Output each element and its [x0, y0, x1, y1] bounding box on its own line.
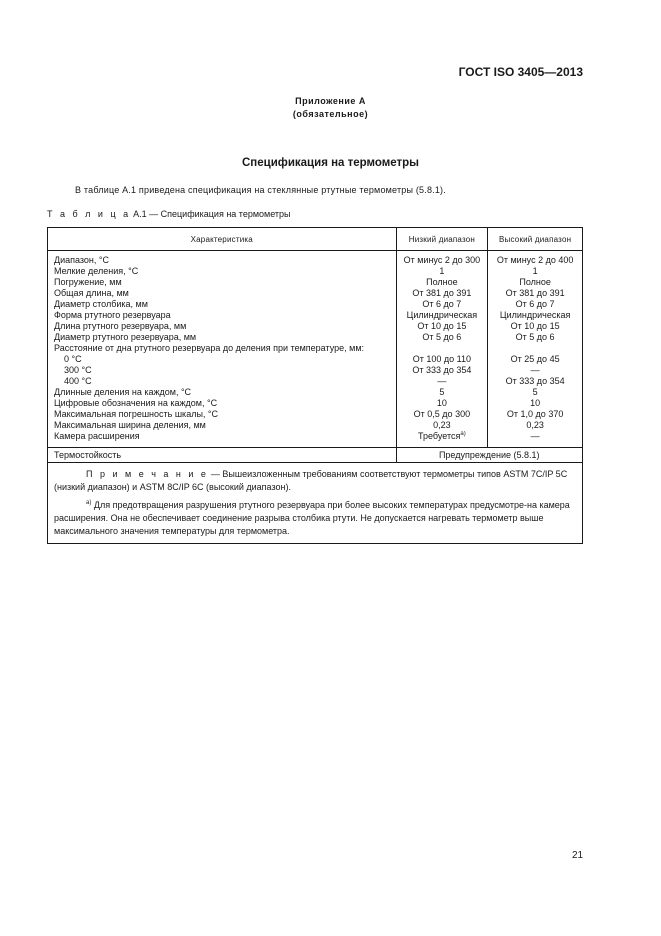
- low-value: 1: [439, 266, 445, 276]
- high-value: От 10 до 15: [510, 321, 560, 331]
- row-label: 400 °С: [64, 376, 92, 386]
- low-range-column: [396, 251, 488, 448]
- table-note: [54, 468, 576, 494]
- row-label: Погружение, мм: [54, 277, 122, 287]
- notes-row: [48, 463, 583, 544]
- low-value: От 0,5 до 300: [413, 409, 471, 419]
- high-value: 1: [532, 266, 538, 276]
- row-label: Длинные деления на каждом, °С: [54, 387, 192, 397]
- row-label: Расстояние от дна ртутного резервуара до деления при температуре, мм:: [54, 343, 365, 353]
- high-value: От 5 до 6: [515, 332, 555, 342]
- heat-resistance-row: [48, 448, 583, 463]
- high-value: От 381 до 391: [505, 288, 565, 298]
- low-value: От 10 до 15: [417, 321, 467, 331]
- caption-prefix: Т а б л и ц а: [47, 209, 131, 219]
- high-value: [488, 343, 582, 354]
- high-value: 10: [530, 398, 541, 408]
- section-title: Спецификация на термометры: [241, 157, 419, 169]
- footnote-text: Для предотвращения разрушения ртутного резервуара при более высоких температурах предусмотре-на камера расширения. Она не обеспечивает соединение разрыва столбика ртути. Не допускается нагревать термометр выше максимального значения температуры для термометра.: [54, 500, 570, 536]
- low-value: [397, 343, 488, 354]
- header-characteristic: Характеристика: [48, 228, 397, 251]
- low-value: 5: [439, 387, 445, 397]
- high-value: —: [530, 365, 540, 375]
- row-label: Диаметр столбика, мм: [54, 299, 148, 309]
- low-value: От 381 до 391: [412, 288, 472, 298]
- spec-table: [47, 227, 583, 544]
- table-caption: [47, 209, 291, 219]
- low-value: Цилиндрическая: [406, 310, 478, 320]
- intro-paragraph: В таблице А.1 приведена спецификация на стеклянные ртутные термометры (5.8.1).: [75, 185, 446, 195]
- row-label: Диапазон, °С: [54, 255, 110, 265]
- high-value: —: [530, 431, 540, 441]
- row-label: 300 °С: [64, 365, 92, 375]
- low-value: От 333 до 354: [412, 365, 472, 375]
- footnote-ref: а): [460, 431, 466, 437]
- high-value: 0,23: [526, 420, 544, 430]
- row-label: Форма ртутного резервуара: [54, 310, 171, 320]
- table-footnote: [54, 499, 576, 538]
- appendix-heading: [0, 95, 661, 121]
- row-label: Мелкие деления, °С: [54, 266, 139, 276]
- appendix-title: Приложение А: [295, 96, 366, 106]
- row-label: Диаметр ртутного резервуара, мм: [54, 332, 197, 342]
- heat-resistance-value: Предупреждение (5.8.1): [396, 448, 583, 463]
- high-value: От 25 до 45: [510, 354, 560, 364]
- low-value: От минус 2 до 300: [403, 255, 481, 265]
- low-value: —: [437, 376, 447, 386]
- row-label: Максимальная погрешность шкалы, °С: [54, 409, 219, 419]
- high-value: От 333 до 354: [505, 376, 565, 386]
- low-value: Требуется: [418, 431, 461, 441]
- note-prefix: П р и м е ч а н и е: [86, 469, 209, 479]
- row-label: Длина ртутного резервуара, мм: [54, 321, 187, 331]
- notes-cell: [48, 463, 583, 544]
- page-number: 21: [572, 850, 584, 861]
- row-label: Максимальная ширина деления, мм: [54, 420, 206, 430]
- low-value: 10: [436, 398, 447, 408]
- low-value: От 100 до 110: [412, 354, 471, 364]
- row-label: Цифровые обозначения на каждом, °С: [54, 398, 218, 408]
- high-value: От минус 2 до 400: [496, 255, 574, 265]
- appendix-status: (обязательное): [292, 109, 369, 119]
- row-label: Общая длина, мм: [54, 288, 129, 298]
- heat-resistance-label: Термостойкость: [48, 448, 397, 463]
- standard-header: ГОСТ ISO 3405—2013: [458, 65, 583, 79]
- table-header-row: [48, 228, 583, 251]
- high-value: Цилиндрическая: [499, 310, 571, 320]
- table-body-row: [48, 251, 583, 448]
- low-value: Полное: [426, 277, 458, 287]
- caption-text: А.1 — Спецификация на термометры: [133, 209, 291, 219]
- high-value: От 1,0 до 370: [506, 409, 564, 419]
- low-value-expansion: [397, 431, 488, 442]
- row-label: 0 °С: [64, 354, 82, 364]
- high-range-column: [488, 251, 583, 448]
- high-value: От 6 до 7: [515, 299, 555, 309]
- characteristic-column: [48, 251, 397, 448]
- row-label: Камера расширения: [54, 431, 140, 441]
- low-value: 0,23: [433, 420, 451, 430]
- low-value: От 5 до 6: [422, 332, 462, 342]
- note-text: — Вышеизложенным требованиям соответствуют термометры типов ASTM 7C/IP 5C (низкий диапазон) и ASTM 8C/IP 6C (высокий диапазон).: [54, 469, 568, 492]
- footnote-marker: а): [86, 500, 92, 506]
- high-value: 5: [532, 387, 538, 397]
- header-high-range: Высокий диапазон: [488, 228, 583, 251]
- high-value: Полное: [519, 277, 551, 287]
- header-low-range: Низкий диапазон: [396, 228, 488, 251]
- low-value: От 6 до 7: [422, 299, 462, 309]
